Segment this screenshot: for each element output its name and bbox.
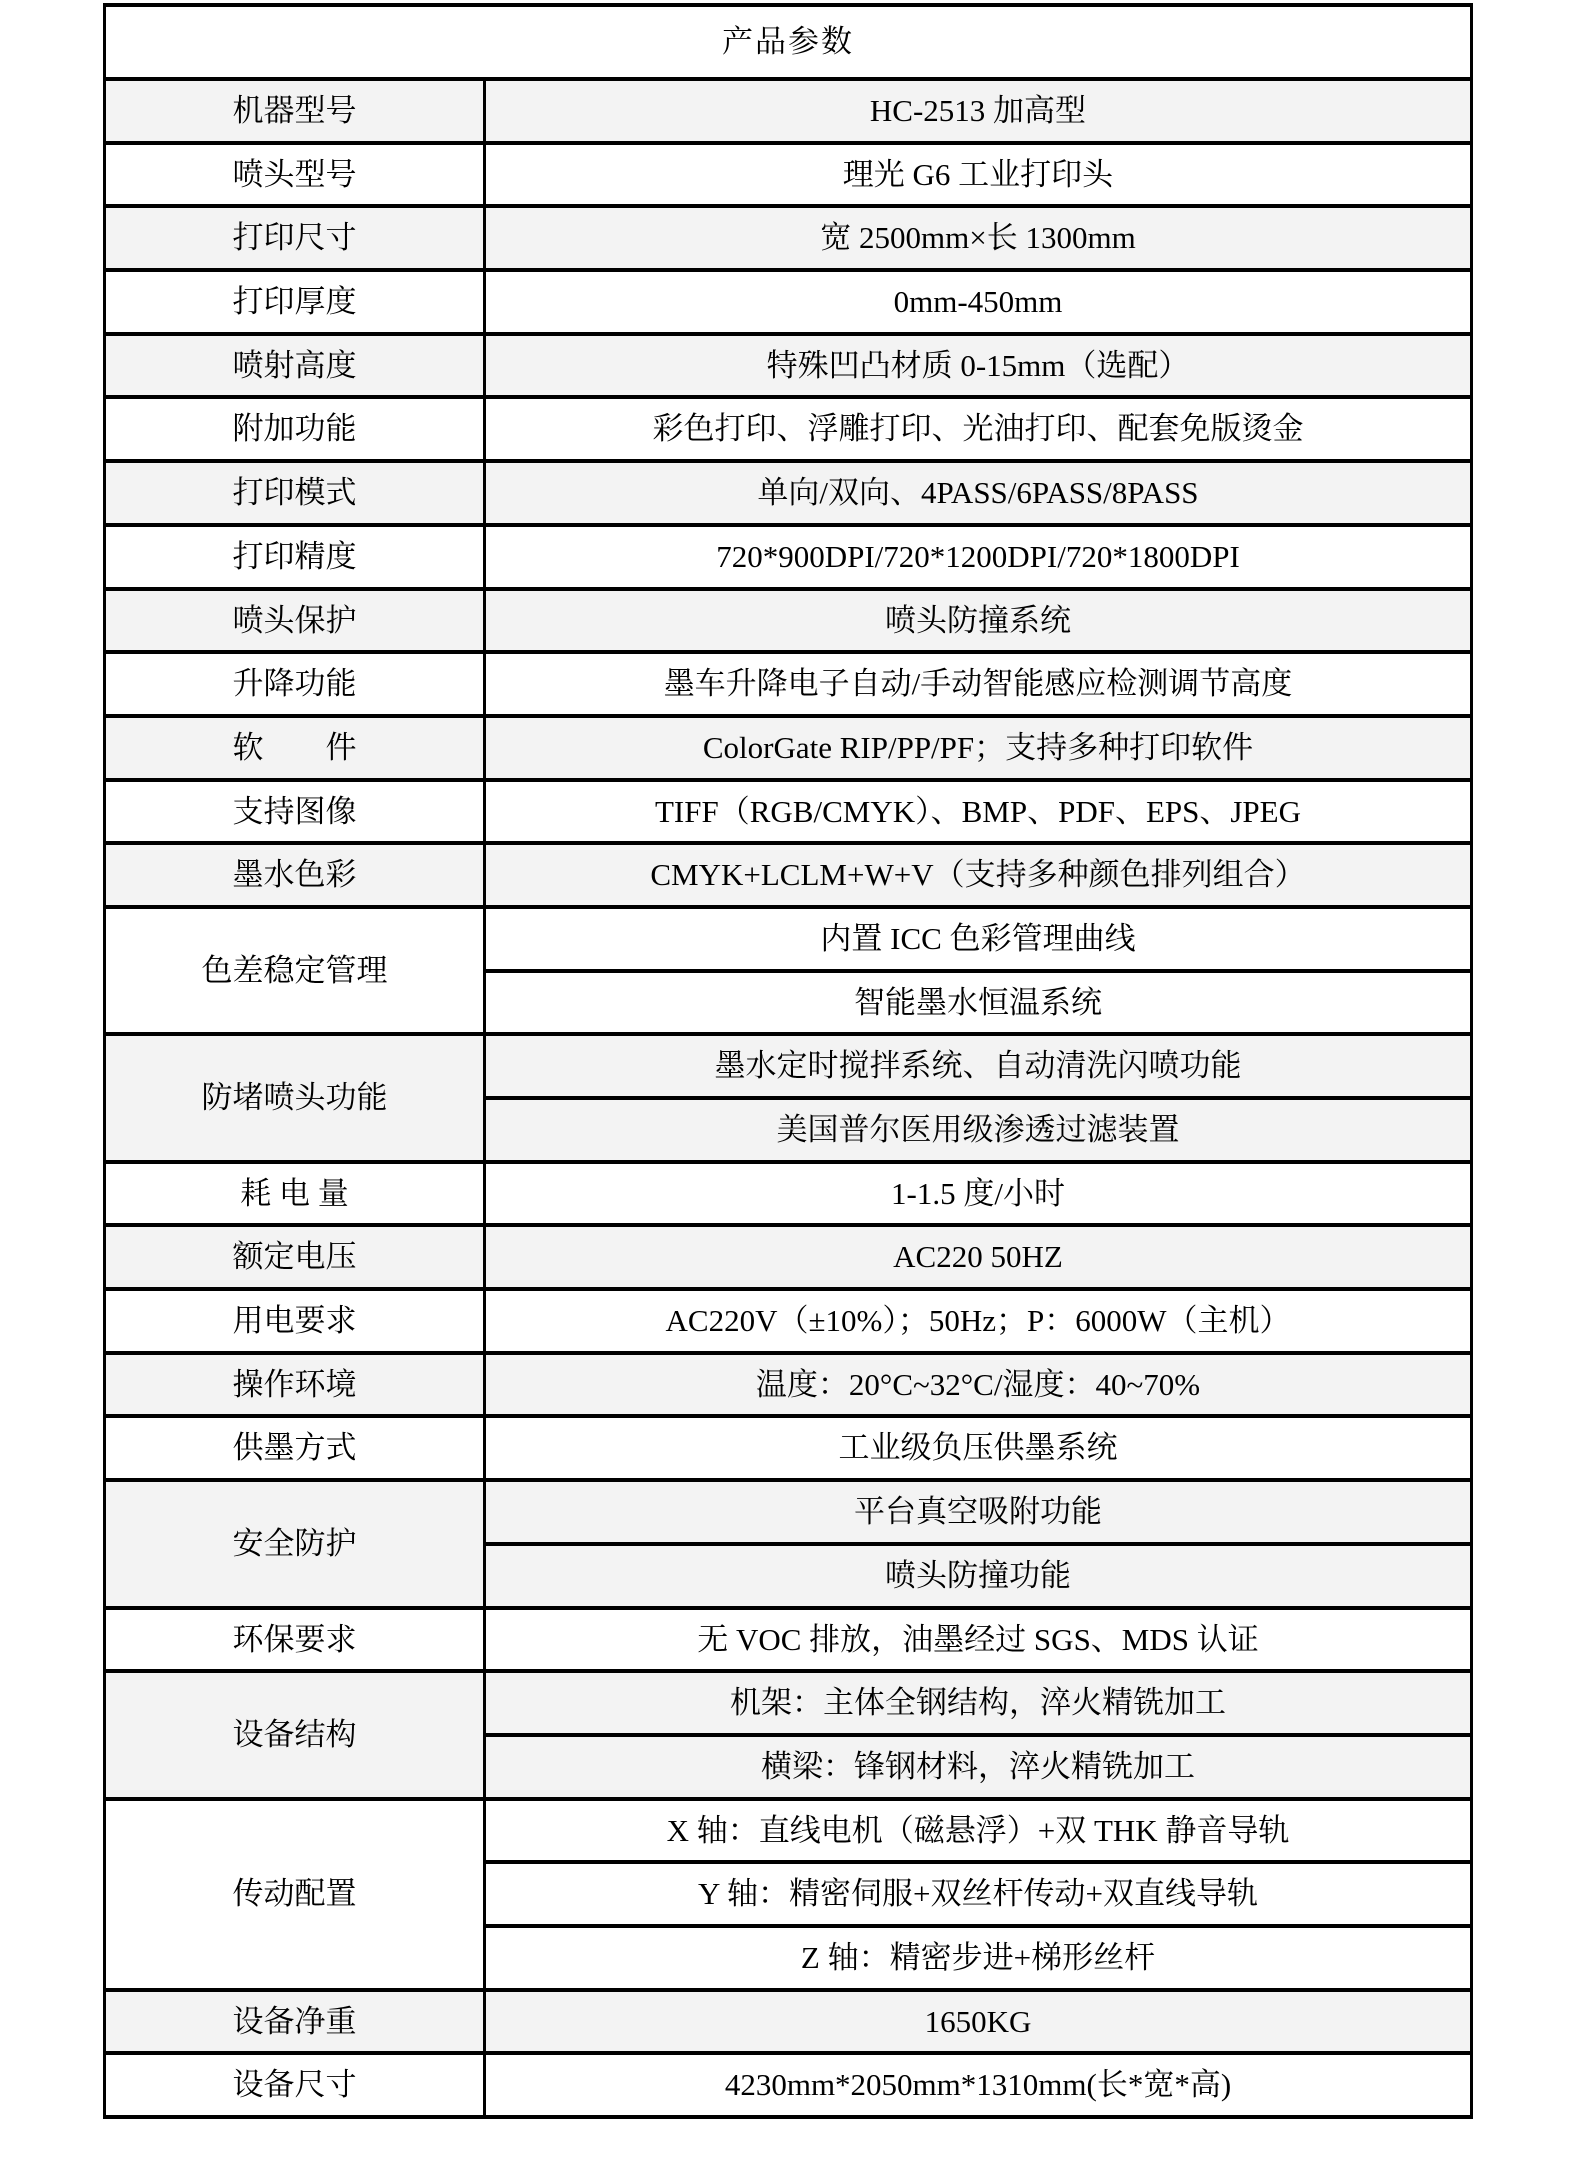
spec-label-cell: 支持图像	[105, 780, 485, 844]
spec-value-cell: 特殊凹凸材质 0-15mm（选配）	[485, 334, 1472, 398]
spec-value-cell: 喷头防撞功能	[485, 1544, 1472, 1608]
spec-value-cell: 智能墨水恒温系统	[485, 971, 1472, 1035]
spec-row	[105, 397, 1472, 461]
spec-row	[105, 206, 1472, 270]
spec-label-cell: 喷头保护	[105, 589, 485, 653]
spec-row	[105, 525, 1472, 589]
spec-row	[105, 1990, 1472, 2054]
spec-row	[105, 1225, 1472, 1289]
spec-label-cell: 打印精度	[105, 525, 485, 589]
spec-row	[105, 1480, 1472, 1544]
spec-value-cell: HC-2513 加高型	[485, 79, 1472, 143]
spec-value-cell: 平台真空吸附功能	[485, 1480, 1472, 1544]
spec-value-cell: AC220 50HZ	[485, 1225, 1472, 1289]
spec-value-cell: 4230mm*2050mm*1310mm(长*宽*高)	[485, 2053, 1472, 2117]
spec-label-cell: 升降功能	[105, 652, 485, 716]
table-title-row	[105, 5, 1472, 79]
spec-label-cell: 打印厚度	[105, 270, 485, 334]
spec-label-cell: 环保要求	[105, 1608, 485, 1672]
spec-value-cell: 工业级负压供墨系统	[485, 1416, 1472, 1480]
spec-row	[105, 907, 1472, 971]
spec-row	[105, 1608, 1472, 1672]
spec-row	[105, 589, 1472, 653]
spec-row	[105, 1671, 1472, 1735]
spec-label-cell: 附加功能	[105, 397, 485, 461]
spec-value-cell: 彩色打印、浮雕打印、光油打印、配套免版烫金	[485, 397, 1472, 461]
spec-row	[105, 1353, 1472, 1417]
spec-row	[105, 270, 1472, 334]
spec-row	[105, 1799, 1472, 1863]
spec-row	[105, 2053, 1472, 2117]
spec-value-cell: CMYK+LCLM+W+V（支持多种颜色排列组合）	[485, 843, 1472, 907]
spec-label-cell: 喷头型号	[105, 143, 485, 207]
spec-row	[105, 334, 1472, 398]
spec-label-cell: 墨水色彩	[105, 843, 485, 907]
spec-label-cell: 供墨方式	[105, 1416, 485, 1480]
spec-label-cell: 操作环境	[105, 1353, 485, 1417]
spec-value-cell: 横梁：锋钢材料，淬火精铣加工	[485, 1735, 1472, 1799]
spec-row	[105, 1034, 1472, 1098]
spec-row	[105, 1289, 1472, 1353]
spec-value-cell: 喷头防撞系统	[485, 589, 1472, 653]
spec-row	[105, 652, 1472, 716]
table-title: 产品参数	[105, 5, 1472, 79]
spec-row	[105, 716, 1472, 780]
spec-label-cell: 打印模式	[105, 461, 485, 525]
spec-row	[105, 79, 1472, 143]
spec-value-cell: AC220V（±10%）；50Hz；P：6000W（主机）	[485, 1289, 1472, 1353]
spec-value-cell: Y 轴：精密伺服+双丝杆传动+双直线导轨	[485, 1862, 1472, 1926]
spec-row	[105, 780, 1472, 844]
spec-label-cell: 防堵喷头功能	[105, 1034, 485, 1161]
spec-value-cell: 1650KG	[485, 1990, 1472, 2054]
spec-value-cell: 1-1.5 度/小时	[485, 1162, 1472, 1226]
spec-value-cell: ColorGate RIP/PP/PF；支持多种打印软件	[485, 716, 1472, 780]
spec-value-cell: TIFF（RGB/CMYK）、BMP、PDF、EPS、JPEG	[485, 780, 1472, 844]
product-spec-table	[103, 3, 1473, 2119]
spec-label-cell: 用电要求	[105, 1289, 485, 1353]
spec-row	[105, 461, 1472, 525]
spec-value-cell: 温度：20°C~32°C/湿度：40~70%	[485, 1353, 1472, 1417]
spec-value-cell: 美国普尔医用级渗透过滤装置	[485, 1098, 1472, 1162]
spec-value-cell: X 轴：直线电机（磁悬浮）+双 THK 静音导轨	[485, 1799, 1472, 1863]
spec-label-cell: 机器型号	[105, 79, 485, 143]
spec-row	[105, 143, 1472, 207]
spec-value-cell: 单向/双向、4PASS/6PASS/8PASS	[485, 461, 1472, 525]
spec-label-cell: 额定电压	[105, 1225, 485, 1289]
spec-value-cell: 720*900DPI/720*1200DPI/720*1800DPI	[485, 525, 1472, 589]
spec-row	[105, 843, 1472, 907]
spec-value-cell: Z 轴：精密步进+梯形丝杆	[485, 1926, 1472, 1990]
spec-value-cell: 宽 2500mm×长 1300mm	[485, 206, 1472, 270]
spec-label-cell: 打印尺寸	[105, 206, 485, 270]
spec-label-cell: 软 件	[105, 716, 485, 780]
spec-value-cell: 墨水定时搅拌系统、自动清洗闪喷功能	[485, 1034, 1472, 1098]
spec-row	[105, 1162, 1472, 1226]
spec-label-cell: 设备尺寸	[105, 2053, 485, 2117]
spec-label-cell: 设备结构	[105, 1671, 485, 1798]
spec-value-cell: 墨车升降电子自动/手动智能感应检测调节高度	[485, 652, 1472, 716]
spec-row	[105, 1416, 1472, 1480]
spec-value-cell: 0mm-450mm	[485, 270, 1472, 334]
spec-value-cell: 无 VOC 排放，油墨经过 SGS、MDS 认证	[485, 1608, 1472, 1672]
spec-label-cell: 安全防护	[105, 1480, 485, 1607]
spec-label-cell: 喷射高度	[105, 334, 485, 398]
spec-label-cell: 设备净重	[105, 1990, 485, 2054]
spec-value-cell: 理光 G6 工业打印头	[485, 143, 1472, 207]
spec-label-cell: 传动配置	[105, 1799, 485, 1990]
spec-value-cell: 机架：主体全钢结构，淬火精铣加工	[485, 1671, 1472, 1735]
spec-label-cell: 色差稳定管理	[105, 907, 485, 1034]
spec-table-body	[105, 5, 1472, 2117]
spec-value-cell: 内置 ICC 色彩管理曲线	[485, 907, 1472, 971]
spec-label-cell: 耗 电 量	[105, 1162, 485, 1226]
